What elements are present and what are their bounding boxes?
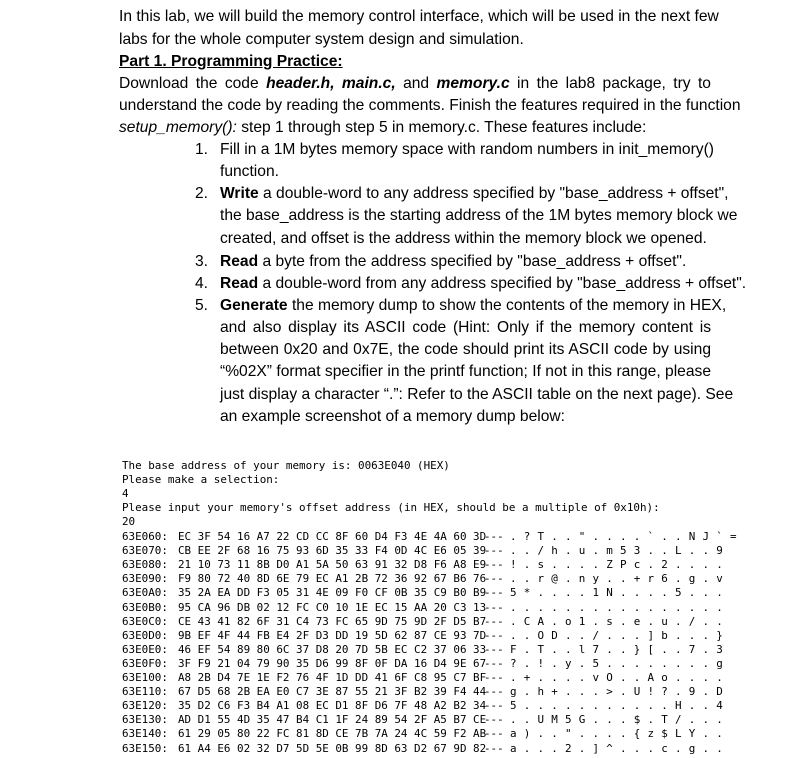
dump-separator: --- xyxy=(484,558,504,572)
dump-separator: --- xyxy=(484,656,504,670)
list-text: created, and offset is the address within the memory block we opened. xyxy=(220,230,707,247)
list-text: the base_address is the starting address of the 1M bytes memory block we xyxy=(220,207,738,224)
list-item-line xyxy=(220,251,686,273)
list-item-line xyxy=(220,273,746,295)
list-text: an example screenshot of a memory dump below: xyxy=(220,408,565,425)
dump-address: 63E0A0: xyxy=(122,586,168,600)
dump-ascii: . C A . o 1 . s . e . u . / . . xyxy=(510,614,724,628)
dump-address: 63E140: xyxy=(122,727,168,741)
dump-ascii: g . h + . . . > . U ! ? . 9 . D xyxy=(510,685,724,699)
list-text: the memory dump to show the contents of the memory in HEX, xyxy=(287,297,727,314)
list-text: function. xyxy=(220,163,279,180)
dump-ascii: . . . . . . . . . . . . . . . . xyxy=(510,600,724,614)
dump-separator: --- xyxy=(484,614,504,628)
dump-separator: --- xyxy=(484,727,504,741)
dump-ascii: a ) . . " . . . . { z $ L Y . . xyxy=(510,727,724,741)
list-number: 2. xyxy=(194,185,208,202)
para-text: and xyxy=(395,75,437,92)
list-item-line xyxy=(220,161,279,183)
list-item-line xyxy=(220,139,714,161)
list-text: “%02X” format specifier in the printf function; If not in this range, please xyxy=(220,363,711,380)
dump-address: 63E120: xyxy=(122,699,168,713)
list-text: Fill in a 1M bytes memory space with random numbers in init_memory() xyxy=(220,141,714,158)
dump-ascii: ? . ! . y . 5 . . . . . . . . g xyxy=(510,656,724,670)
para-text: step 1 through step 5 in memory.c. These features include: xyxy=(236,119,647,136)
dump-separator: --- xyxy=(484,628,504,642)
list-number: 5. xyxy=(194,297,208,314)
dump-separator: --- xyxy=(484,685,504,699)
dump-address: 63E0D0: xyxy=(122,628,168,642)
dump-ascii: F . T . . l 7 . . } [ . . 7 . 3 xyxy=(510,642,724,656)
dump-address: 63E100: xyxy=(122,671,168,684)
dump-separator: --- xyxy=(484,713,504,727)
para-text: in the lab8 package, try to xyxy=(509,75,711,92)
para-line-3 xyxy=(119,117,646,139)
dump-hex: 46 EF 54 89 80 6C 37 D8 20 7D 5B EC C2 37 06 33 xyxy=(178,642,487,656)
list-keyword: Write xyxy=(220,185,259,202)
dump-hex: 67 D5 68 2B EA E0 C7 3E 87 55 21 3F B2 39 F4 44 xyxy=(178,685,487,699)
dump-ascii: 5 . . . . . . . . . . . H . . 4 xyxy=(510,699,724,713)
dump-hex: 9B EF 4F 44 FB E4 2F D3 DD 19 5D 62 87 CE 93 7D xyxy=(178,628,487,642)
console-line: Please input your memory's offset address (in HEX, should be a multiple of 0x10h): xyxy=(122,501,660,514)
dump-hex: 35 2A EA DD F3 05 31 4E 09 F0 CF 0B 35 C9 B0 B9 xyxy=(178,586,487,600)
dump-address: 63E070: xyxy=(122,544,168,558)
list-item-line xyxy=(220,317,711,339)
dump-ascii: . + . . . . v O . . A o . . . . xyxy=(510,671,724,684)
list-keyword: Generate xyxy=(220,297,288,314)
dump-address: 63E0F0: xyxy=(122,656,168,670)
console-line: 20 xyxy=(122,515,136,528)
dump-separator: --- xyxy=(484,572,504,586)
dump-hex: 95 CA 96 DB 02 12 FC C0 10 1E EC 15 AA 20 C3 13 xyxy=(178,600,487,614)
dump-separator: --- xyxy=(484,642,504,656)
list-text: between 0x20 and 0x7E, the code should print its ASCII code by using xyxy=(220,341,711,358)
intro-line-2: labs for the whole computer system design and simulation. xyxy=(119,31,524,48)
dump-ascii: . . r @ . n y . . + r 6 . g . v xyxy=(510,572,724,586)
para-line-1 xyxy=(119,73,711,95)
dump-ascii: . ? T . . " . . . . ` . . N J ` = xyxy=(510,530,737,543)
dump-separator: --- xyxy=(484,530,504,543)
list-text: a double-word to any address specified by "base_address + offset", xyxy=(258,185,729,202)
dump-ascii: 5 * . . . . 1 N . . . . 5 . . . xyxy=(510,586,724,600)
dump-hex: 3F F9 21 04 79 90 35 D6 99 8F 0F DA 16 D4 9E 67 xyxy=(178,656,487,670)
para-text: Download the code xyxy=(119,75,267,92)
list-number: 4. xyxy=(194,275,208,292)
list-number: 3. xyxy=(194,253,208,270)
file-name-memory: memory.c xyxy=(436,75,510,92)
list-item-line xyxy=(220,205,738,227)
dump-hex: 61 29 05 80 22 FC 81 8D CE 7B 7A 24 4C 59 F2 AB xyxy=(178,727,487,741)
list-item-line xyxy=(220,183,729,205)
para-line-2: understand the code by reading the comments. Finish the features required in the function xyxy=(119,97,741,114)
dump-address: 63E0E0: xyxy=(122,642,168,656)
dump-separator: --- xyxy=(484,544,504,558)
dump-hex: 35 D2 C6 F3 B4 A1 08 EC D1 8F D6 7F 48 A2 B2 34 xyxy=(178,699,487,713)
dump-hex: F9 80 72 40 8D 6E 79 EC A1 2B 72 36 92 67 B6 76 xyxy=(178,572,487,586)
dump-ascii: . . U M 5 G . . . $ . T / . . . xyxy=(510,713,724,727)
dump-hex: 61 A4 E6 02 32 D7 5D 5E 0B 99 8D 63 D2 67 9D 82 xyxy=(178,741,487,755)
dump-hex: CE 43 41 82 6F 31 C4 73 FC 65 9D 75 9D 2F D5 B7 xyxy=(178,614,487,628)
function-name: setup_memory(): xyxy=(119,119,237,136)
dump-ascii: . . O D . . / . . . ] b . . . } xyxy=(510,628,724,642)
dump-ascii: . . / h . u . m 5 3 . . L . . 9 xyxy=(510,544,724,558)
dump-address: 63E090: xyxy=(122,572,168,586)
list-item-line xyxy=(220,406,565,428)
list-text: and also display its ASCII code (Hint: Only if the memory content is xyxy=(220,319,711,336)
dump-hex: AD D1 55 4D 35 47 B4 C1 1F 24 89 54 2F A5 B7 CE xyxy=(178,713,487,727)
dump-separator: --- xyxy=(484,741,504,755)
list-item-line xyxy=(220,361,711,383)
section-heading: Part 1. Programming Practice: xyxy=(119,53,343,70)
list-item-line xyxy=(220,228,707,250)
dump-ascii: ! . s . . . . Z P c . 2 . . . . xyxy=(510,558,724,572)
dump-address: 63E110: xyxy=(122,685,168,699)
list-keyword: Read xyxy=(220,275,259,292)
list-text: just display a character “.”: Refer to the ASCII table on the next page). See xyxy=(220,386,734,403)
dump-hex: CB EE 2F 68 16 75 93 6D 35 33 F4 0D 4C E6 05 39 xyxy=(178,544,487,558)
list-number: 1. xyxy=(194,141,208,158)
list-text: a double-word from any address specified by "base_address + offset". xyxy=(258,275,747,292)
dump-address: 63E0B0: xyxy=(122,600,168,614)
dump-separator: --- xyxy=(484,699,504,713)
list-keyword: Read xyxy=(220,253,259,270)
dump-address: 63E130: xyxy=(122,713,168,727)
console-line: 4 xyxy=(122,487,129,500)
intro-line-1: In this lab, we will build the memory control interface, which will be used in the next few xyxy=(119,8,719,25)
dump-separator: --- xyxy=(484,600,504,614)
console-line: Please make a selection: xyxy=(122,473,280,486)
console-line: The base address of your memory is: 0063E040 (HEX) xyxy=(122,459,450,472)
dump-ascii: a . . . 2 . ] ^ . . . c . g . . xyxy=(510,741,724,755)
dump-hex: 21 10 73 11 8B D0 A1 5A 50 63 91 32 D8 F6 A8 E9 xyxy=(178,558,487,572)
dump-hex: A8 2B D4 7E 1E F2 76 4F 1D DD 41 6F C8 95 C7 BF xyxy=(178,671,487,684)
dump-separator: --- xyxy=(484,586,504,600)
dump-separator: --- xyxy=(484,671,504,684)
dump-address: 63E060: xyxy=(122,530,168,543)
dump-address: 63E0C0: xyxy=(122,614,168,628)
list-text: a byte from the address specified by "base_address + offset". xyxy=(258,253,687,270)
dump-address: 63E080: xyxy=(122,558,168,572)
file-names: header.h, main.c, xyxy=(266,75,396,92)
list-item-line xyxy=(220,384,734,406)
dump-address: 63E150: xyxy=(122,741,168,755)
list-item-line xyxy=(220,339,711,361)
list-item-line xyxy=(220,295,727,317)
dump-hex: EC 3F 54 16 A7 22 CD CC 8F 60 D4 F3 4E 4A 60 3D xyxy=(178,530,487,543)
